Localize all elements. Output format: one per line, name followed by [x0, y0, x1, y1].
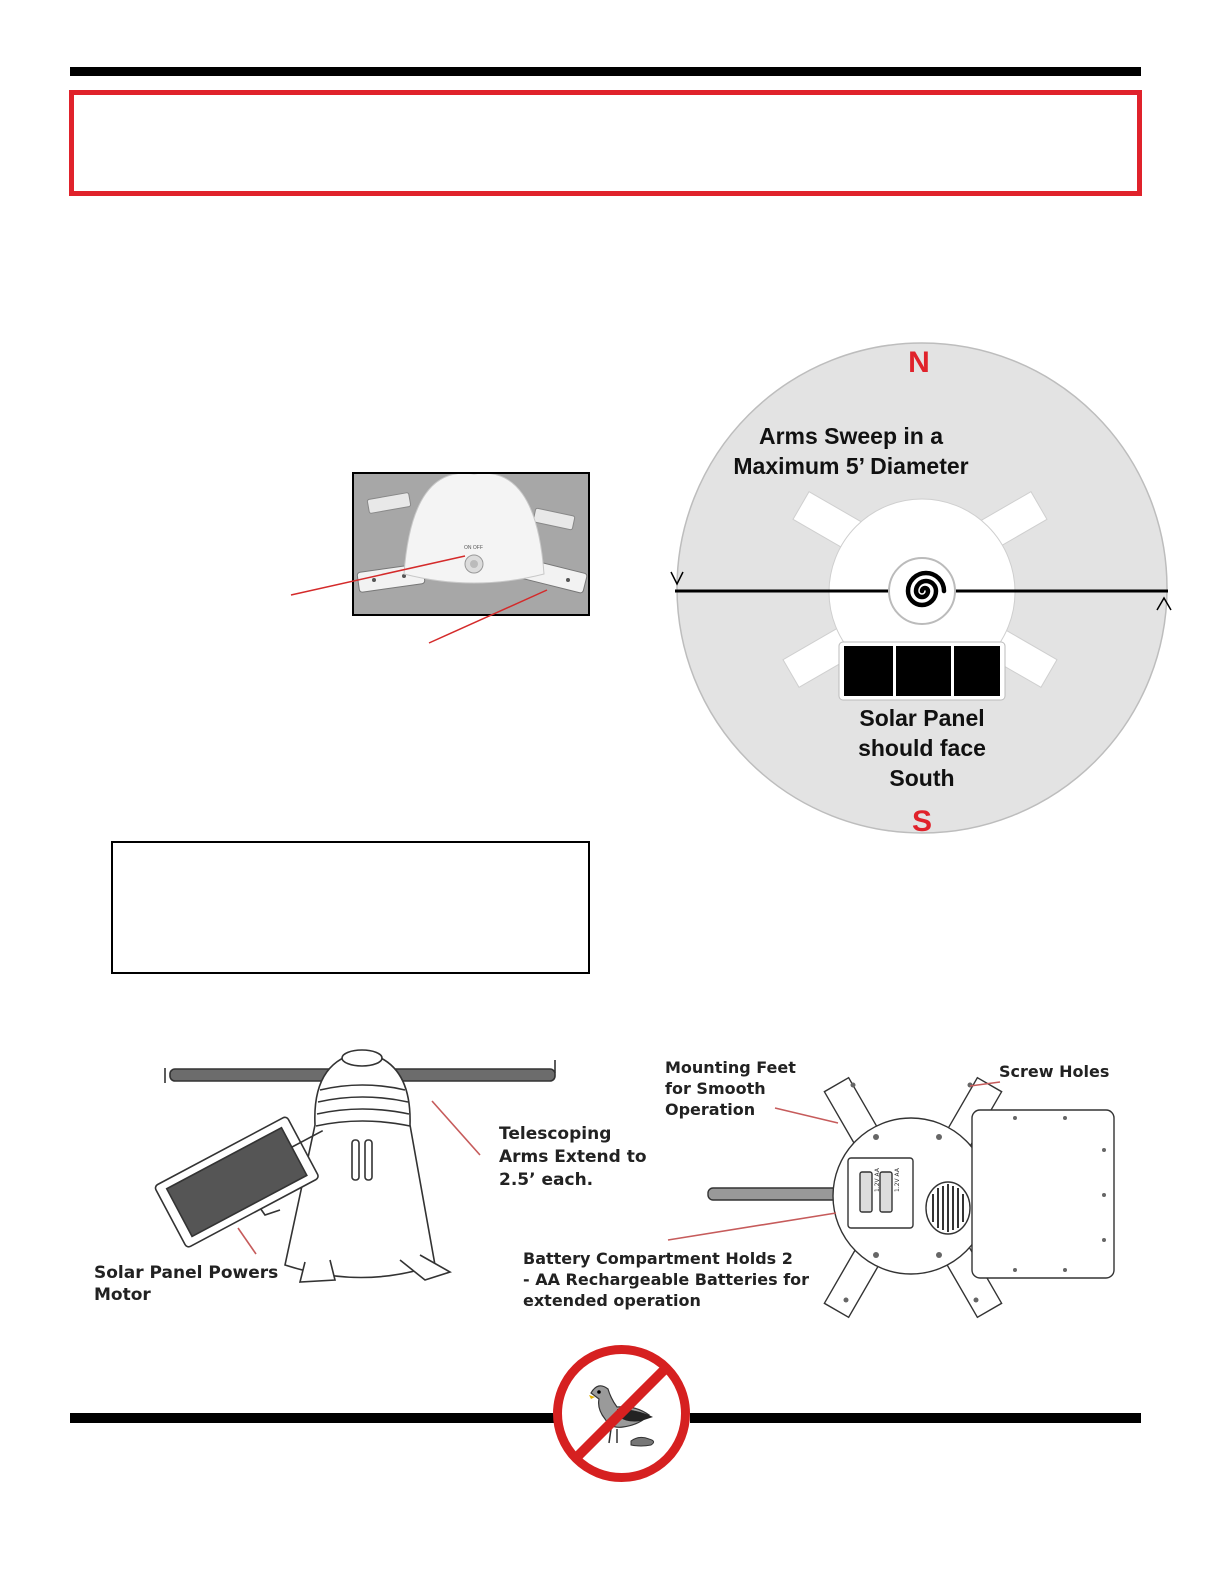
header-box	[69, 90, 1142, 196]
foot-left	[300, 1260, 335, 1282]
screw-callout-line	[970, 1082, 1000, 1086]
left-callouts	[230, 1095, 490, 1260]
photo-callouts	[285, 550, 555, 650]
switch-callout-line	[291, 556, 465, 595]
solar-motor-label: Solar Panel Powers Motor	[94, 1263, 279, 1305]
south-label: S	[911, 805, 933, 838]
no-bird-logo	[553, 1345, 690, 1482]
screw-holes-label: Screw Holes	[999, 1062, 1110, 1081]
battery-2-text: 1.2V AA	[894, 1168, 901, 1192]
solar-text-line3: South	[889, 765, 955, 791]
bottom-rule-left	[70, 1413, 555, 1423]
solar-cell-3	[954, 646, 1000, 696]
solar-text-line2: should face	[858, 735, 986, 761]
solar-callout-line	[238, 1228, 256, 1254]
sweep-text-line2: Maximum 5’ Diameter	[733, 453, 969, 479]
battery-1-text: 1.2V AA	[874, 1168, 881, 1192]
north-label: N	[908, 346, 930, 379]
svg-text:ON OFF: ON OFF	[464, 545, 483, 551]
sweep-text-line1: Arms Sweep in a	[758, 423, 944, 449]
top-rule	[70, 67, 1141, 76]
compass-diagram	[665, 340, 1185, 840]
battery-label: Battery Compartment Holds 2 - AA Rechargeable Batteries for extended operation	[523, 1249, 810, 1310]
feet-callout-line	[429, 590, 547, 643]
telescoping-label: Telescoping Arms Extend to 2.5’ each.	[499, 1124, 647, 1190]
mounting-feet-label: Mounting Feet for Smooth Operation	[665, 1058, 796, 1119]
telescoping-callout-line	[432, 1101, 480, 1155]
solar-cell-1	[844, 646, 893, 696]
solar-cell-2	[896, 646, 951, 696]
battery-callout-line	[668, 1213, 836, 1240]
bottom-rule-right	[690, 1413, 1141, 1423]
note-box	[111, 841, 590, 974]
solar-text-line1: Solar Panel	[859, 705, 985, 731]
